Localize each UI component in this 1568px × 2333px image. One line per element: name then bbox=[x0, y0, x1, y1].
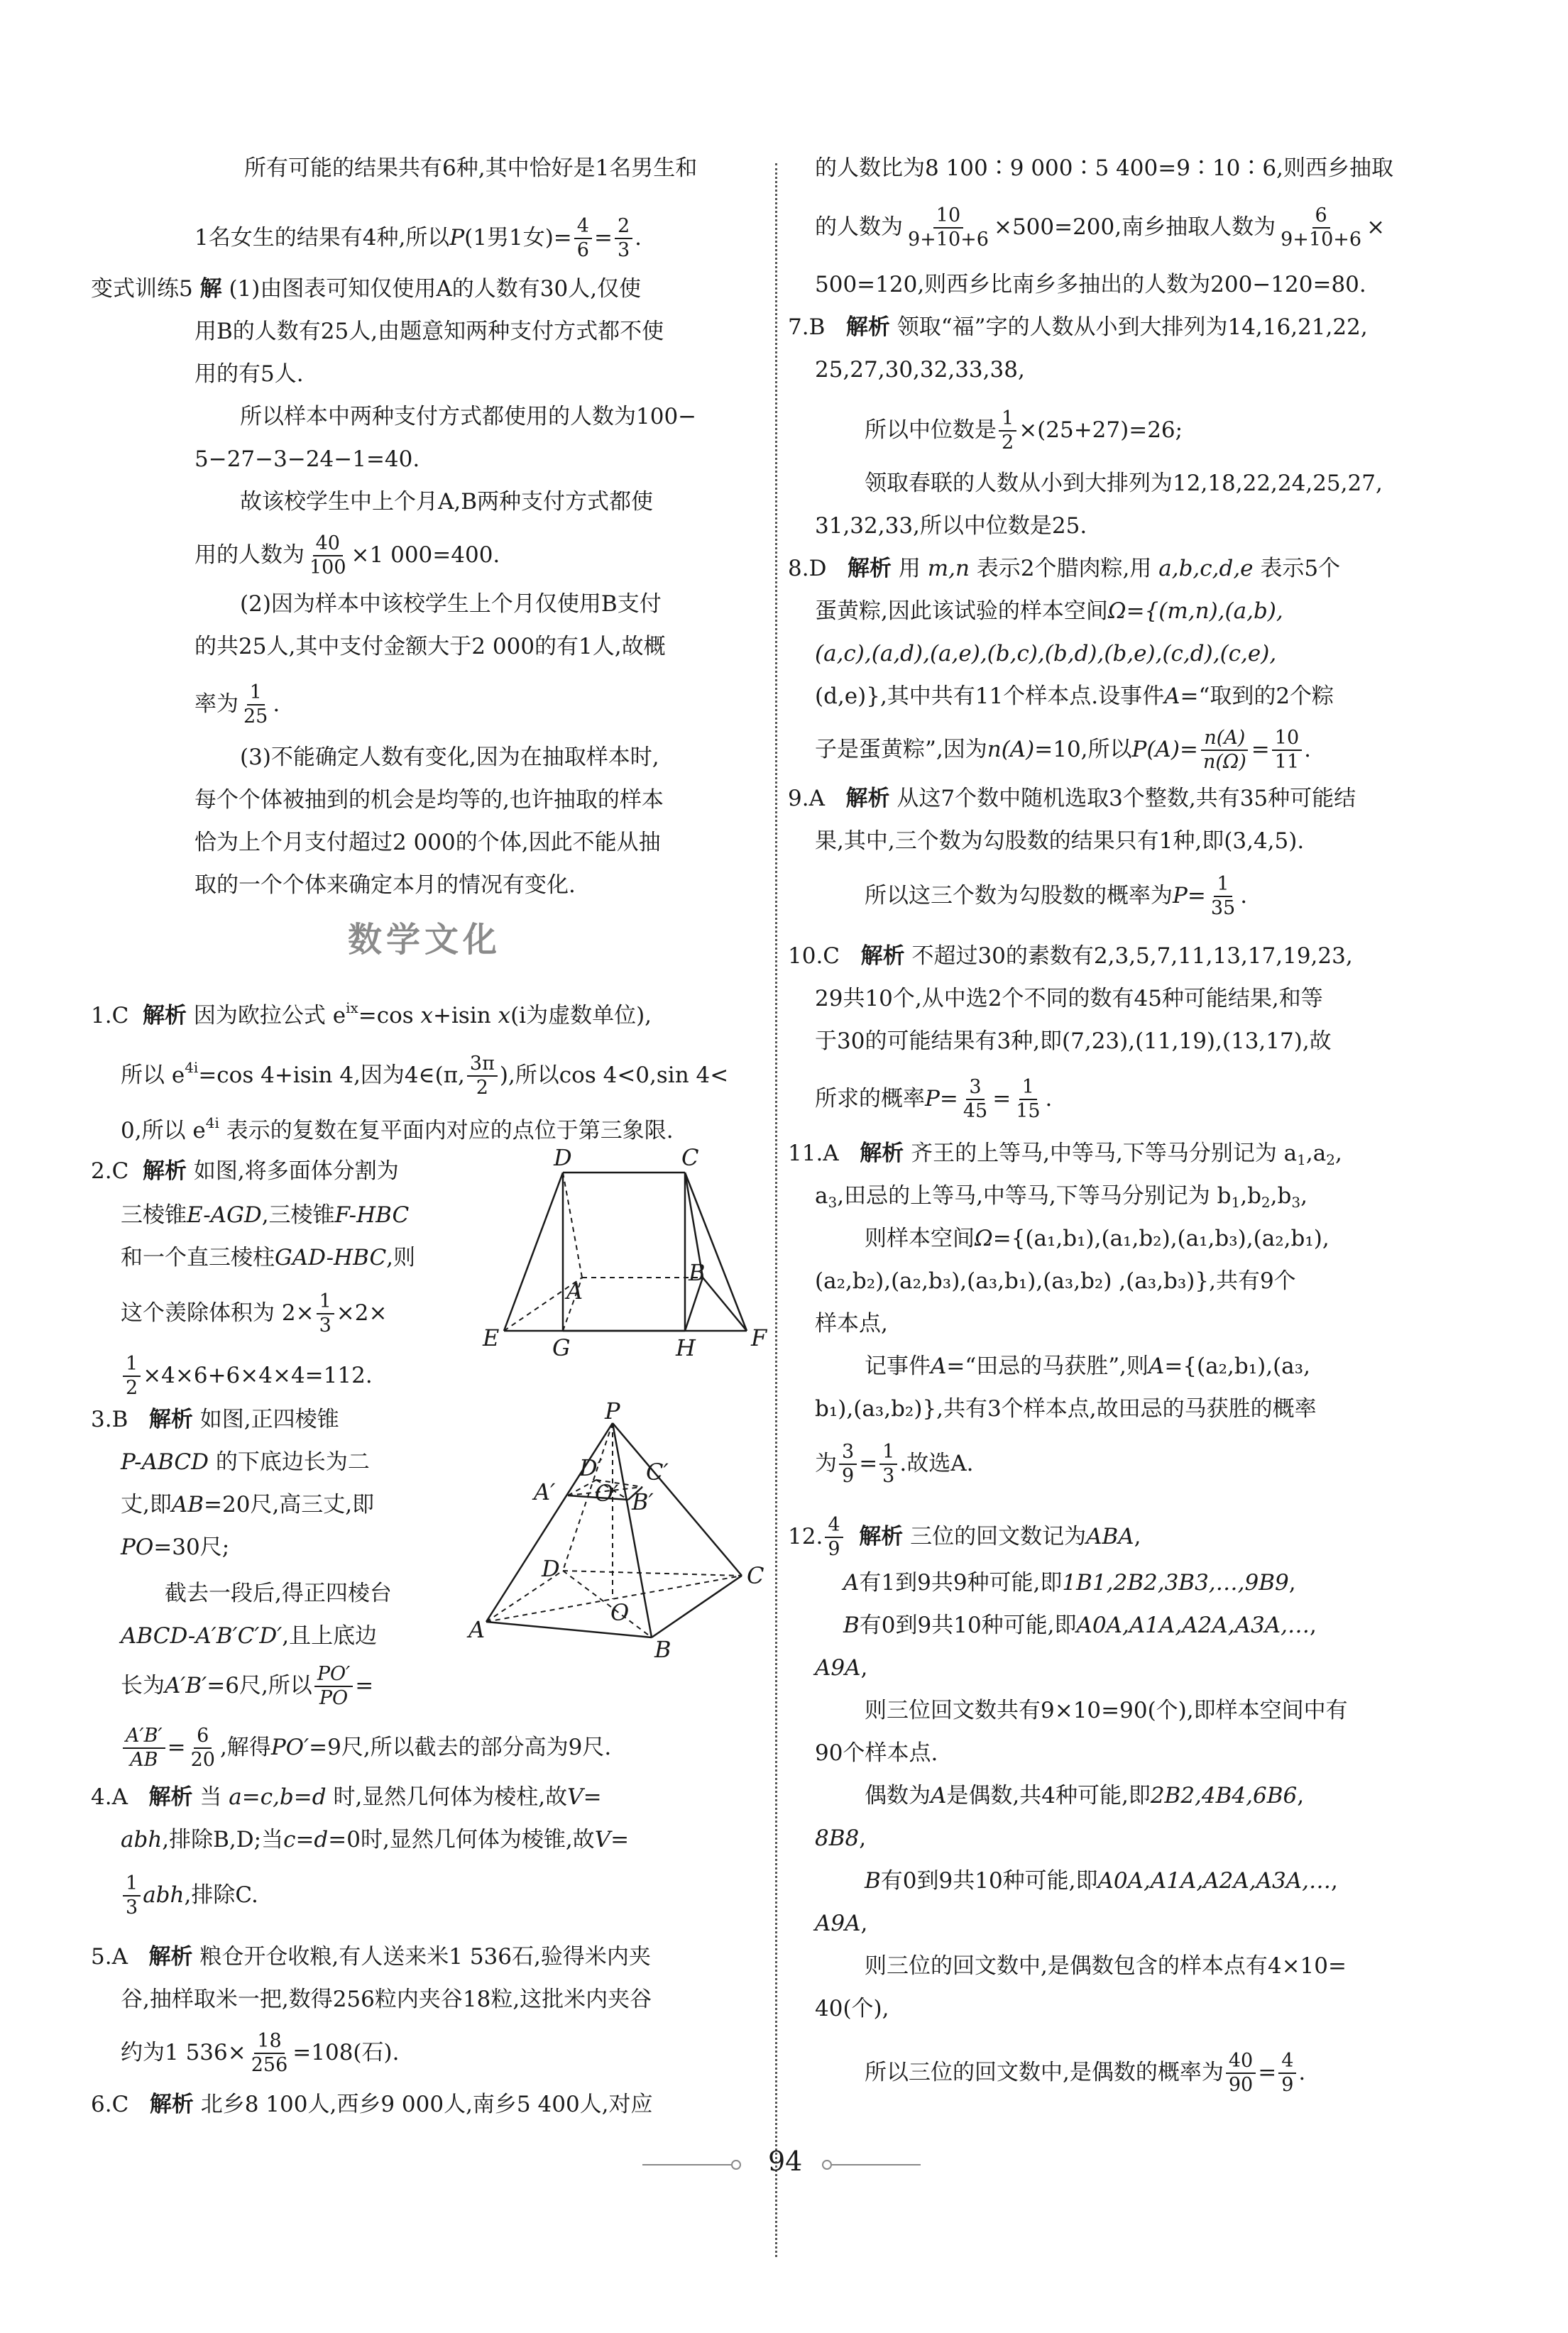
footer-rule-left bbox=[642, 2164, 731, 2165]
text-line: 故该校学生中上个月A,B两种支付方式都使 bbox=[240, 489, 654, 515]
answer-7: 7.B 解析 领取“福”字的人数从小到大排列为14,16,21,22, bbox=[788, 314, 1368, 340]
vertex-label: C′ bbox=[646, 1459, 669, 1486]
text-line: ABCD-A′B′C′D′,且上底边 bbox=[121, 1623, 378, 1649]
text-line: 用B的人数有25人,由题意知两种支付方式都不使 bbox=[194, 319, 664, 344]
text-line: A有1到9共9种可能,即1B1,2B2,3B3,…,9B9, bbox=[843, 1570, 1296, 1596]
text-line: 于30的可能结果有3种,即(7,23),(11,19),(13,17),故 bbox=[815, 1028, 1332, 1054]
vertex-label: A bbox=[468, 1616, 486, 1643]
text-line: B有0到9共10种可能,即A0A,A1A,A2A,A3A,…, bbox=[843, 1613, 1317, 1638]
text-line: 则三位的回文数中,是偶数包含的样本点有4×10= bbox=[865, 1953, 1347, 1979]
text-line: 三棱锥E-AGD,三棱锥F-HBC bbox=[121, 1202, 410, 1228]
vertex-label: E bbox=[483, 1324, 500, 1351]
text-line: (a₂,b₂),(a₂,b₃),(a₃,b₁),(a₃,b₂) ,(a₃,b₃)},共有9个 bbox=[815, 1268, 1296, 1294]
answer-12: 12. $\frac{4}{9}$ 解析 三位的回文数记为ABA, bbox=[788, 1514, 1141, 1561]
text-line: 5−27−3−24−1=40. bbox=[194, 446, 420, 472]
text-line: 约为1 536× $\frac{18}{256}$ =108(石). bbox=[121, 2030, 400, 2077]
text-line: 为 $\frac{3}{9}$ = $\frac{1}{3}$ .故选A. bbox=[815, 1441, 974, 1488]
text-line: 截去一段后,得正四棱台 bbox=[165, 1581, 392, 1606]
text-line: 丈,即AB=20尺,高三丈,即 bbox=[121, 1492, 375, 1517]
vertex-label: C bbox=[681, 1144, 699, 1171]
right-column bbox=[781, 0, 1568, 2333]
vertex-label: O′ bbox=[595, 1480, 619, 1507]
text-line: 用的人数为 $\frac{40}{100}$ ×1 000=400. bbox=[194, 532, 500, 579]
text-line: 每个个体被抽到的机会是均等的,也许抽取的样本 bbox=[194, 787, 664, 813]
text-line: $\frac{1}{2}$ ×4×6+6×4×4=112. bbox=[121, 1354, 373, 1399]
text-line: 变式训练5 解 (1)由图表可知仅使用A的人数有30人,仅使 bbox=[91, 276, 642, 302]
text-line: 领取春联的人数从小到大排列为12,18,22,24,25,27, bbox=[865, 471, 1383, 496]
vertex-label: C bbox=[747, 1562, 764, 1589]
vertex-label: B bbox=[689, 1259, 706, 1286]
text-line: B有0到9共10种可能,即A0A,A1A,A2A,A3A,…, bbox=[865, 1868, 1338, 1894]
vertex-label: D bbox=[554, 1144, 572, 1171]
column-divider bbox=[775, 163, 777, 2257]
page-number: 94 bbox=[768, 2146, 803, 2177]
answer-10: 10.C 解析 不超过30的素数有2,3,5,7,11,13,17,19,23, bbox=[788, 943, 1353, 969]
text-line: b₁),(a₃,b₂)},共有3个样本点,故田忌的马获胜的概率 bbox=[815, 1396, 1317, 1422]
text-line: 500=120,则西乡比南乡多抽出的人数为200−120=80. bbox=[815, 272, 1366, 297]
text-line: P-ABCD 的下底边长为二 bbox=[121, 1449, 370, 1475]
text-line: (2)因为样本中该校学生上个月仅使用B支付 bbox=[240, 591, 662, 617]
answer-9: 9.A 解析 从这7个数中随机选取3个整数,共有35种可能结 bbox=[788, 786, 1356, 811]
answer-4: 4.A 解析 当 a=c,b=d 时,显然几何体为棱柱,故V= bbox=[91, 1784, 602, 1810]
text-line: 样本点, bbox=[815, 1311, 888, 1336]
vertex-label: D bbox=[542, 1555, 560, 1582]
text-line: 25,27,30,32,33,38, bbox=[815, 357, 1025, 383]
text-line: (d,e)},其中共有11个样本点.设事件A=“取到的2个粽 bbox=[815, 684, 1334, 709]
text-line: 31,32,33,所以中位数是25. bbox=[815, 513, 1087, 539]
vertex-label: D′ bbox=[579, 1454, 603, 1481]
text-line: 所以 $e^{4i}=\cos$ 4+isin 4,因为4∈(π, $\frac{3\pi}{2}$ ),所以cos 4<0,sin 4< bbox=[121, 1053, 729, 1099]
text-line: 长为A′B′=6尺,所以 $\frac{PO'}{PO}$ = bbox=[121, 1663, 374, 1710]
text-line: $a_3$,田忌的上等马,中等马,下等马分别记为 $b_1,b_2,b_3$, bbox=[815, 1183, 1307, 1211]
text-line: 所以三位的回文数中,是偶数的概率为 $\frac{40}{90}$ = $\frac{4}{9}$ . bbox=[865, 2050, 1306, 2097]
vertex-label: B′ bbox=[632, 1488, 654, 1515]
answer-8: 8.D 解析 用 m,n 表示2个腊肉粽,用 a,b,c,d,e 表示5个 bbox=[788, 556, 1341, 581]
text-line: 40(个), bbox=[815, 1996, 889, 2021]
text-line: 所以中位数是 $\frac{1}{2}$ ×(25+27)=26; bbox=[865, 407, 1183, 454]
text-line: 则样本空间Ω={(a₁,b₁),(a₁,b₂),(a₁,b₃),(a₂,b₁), bbox=[865, 1226, 1329, 1251]
answer-2: 2.C 解析 如图,将多面体分割为 bbox=[91, 1158, 399, 1184]
vertex-label: P bbox=[605, 1398, 620, 1424]
text-line: abh,排除B,D;当c=d=0时,显然几何体为棱锥,故V= bbox=[121, 1827, 630, 1852]
text-line: 1名女生的结果有4种,所以P(1男1女)= $\frac{4}{6}$ = $\frac{2}{3}$ . bbox=[194, 215, 642, 262]
text-line: $\frac{1}{3}$ abh,排除C. bbox=[121, 1874, 258, 1918]
text-line: 谷,抽样取米一把,数得256粒内夹谷18粒,这批米内夹谷 bbox=[121, 1987, 652, 2012]
answer-3: 3.B 解析 如图,正四棱锥 bbox=[91, 1407, 339, 1432]
text-line: 所求的概率P= $\frac{3}{45}$ = $\frac{1}{15}$ . bbox=[815, 1076, 1053, 1123]
text-line: (3)不能确定人数有变化,因为在抽取样本时, bbox=[240, 745, 659, 770]
text-line: 恰为上个月支付超过2 000的个体,因此不能从抽 bbox=[194, 830, 661, 855]
answer-6: 6.C 解析 北乡8 100人,西乡9 000人,南乡5 400人,对应 bbox=[91, 2092, 653, 2117]
polyhedron-figure bbox=[483, 1143, 767, 1361]
text-line: (a,c),(a,d),(a,e),(b,c),(b,d),(b,e),(c,d),(c,e), bbox=[815, 641, 1277, 666]
answer-1: 1.C 解析 因为欧拉公式 $e^{ix}=\cos$ x+isin x(i为虚数单位), bbox=[91, 999, 652, 1028]
footer-rule-right bbox=[832, 2164, 921, 2165]
text-line: A9A, bbox=[815, 1655, 868, 1681]
text-line: 子是蛋黄粽”,因为n(A)=10,所以P(A)= $\frac{n(A)}{n(\Omega)}$ = $\frac{10}{11}$ . bbox=[815, 727, 1311, 774]
text-line: 率为 $\frac{1}{25}$ . bbox=[194, 681, 280, 728]
text-line: 所以这三个数为勾股数的概率为P= $\frac{1}{35}$ . bbox=[865, 873, 1248, 920]
text-line: 取的一个个体来确定本月的情况有变化. bbox=[194, 872, 576, 898]
text-line: 蛋黄粽,因此该试验的样本空间Ω={(m,n),(a,b), bbox=[815, 598, 1283, 624]
left-column bbox=[0, 0, 781, 2333]
vertex-label: A′ bbox=[534, 1478, 556, 1505]
vertex-label: F bbox=[751, 1324, 767, 1351]
footer-ornament-right bbox=[822, 2160, 832, 2170]
answer-11: 11.A 解析 齐王的上等马,中等马,下等马分别记为 $a_1,a_2$, bbox=[788, 1141, 1342, 1168]
text-line: 偶数为A是偶数,共4种可能,即2B2,4B4,6B6, bbox=[865, 1783, 1305, 1808]
section-title: 数学文化 bbox=[348, 920, 502, 960]
text-line: 8B8, bbox=[815, 1826, 867, 1851]
text-line: 记事件A=“田忌的马获胜”,则A={(a₂,b₁),(a₃, bbox=[865, 1354, 1310, 1379]
footer-ornament-left bbox=[731, 2160, 741, 2170]
text-line: 用的有5人. bbox=[194, 361, 304, 387]
vertex-label: H bbox=[676, 1334, 696, 1361]
text-line: 29共10个,从中选2个不同的数有45种可能结果,和等 bbox=[815, 986, 1323, 1011]
text-line: 这个羡除体积为 2× $\frac{1}{3}$ ×2× bbox=[121, 1290, 388, 1337]
text-line: 则三位回文数共有9×10=90(个),即样本空间中有 bbox=[865, 1698, 1348, 1723]
text-line: 的人数为 $\frac{10}{9+10+6}$ ×500=200,南乡抽取人数为 $\frac{6}{9+10+6}$ × bbox=[815, 204, 1386, 251]
text-line: 90个样本点. bbox=[815, 1740, 938, 1766]
text-line: 所有可能的结果共有6种,其中恰好是1名男生和 bbox=[244, 155, 698, 181]
vertex-label: B bbox=[654, 1636, 671, 1663]
text-line: PO=30尺; bbox=[121, 1535, 230, 1560]
vertex-label: O bbox=[610, 1599, 630, 1626]
vertex-label: A bbox=[566, 1278, 583, 1305]
text-line: $\frac{A'B'}{AB}$ = $\frac{6}{20}$ ,解得PO′=9尺,所以截去的部分高为9尺. bbox=[121, 1726, 611, 1771]
text-line: 果,其中,三个数为勾股数的结果只有1种,即(3,4,5). bbox=[815, 828, 1305, 854]
pyramid-figure bbox=[468, 1398, 774, 1664]
vertex-label: G bbox=[552, 1334, 571, 1361]
text-line: 所以样本中两种支付方式都使用的人数为100− bbox=[240, 404, 697, 429]
page-footer bbox=[0, 2142, 1568, 2185]
text-line: 的人数比为8 100∶9 000∶5 400=9∶10∶6,则西乡抽取 bbox=[815, 155, 1393, 181]
text-line: 0,所以 $e^{4i}$ 表示的复数在复平面内对应的点位于第三象限. bbox=[121, 1114, 674, 1143]
text-line: 的共25人,其中支付金额大于2 000的有1人,故概 bbox=[194, 634, 666, 659]
text-line: 和一个直三棱柱GAD-HBC,则 bbox=[121, 1245, 416, 1270]
answer-5: 5.A 解析 粮仓开仓收粮,有人送来米1 536石,验得米内夹 bbox=[91, 1944, 651, 1970]
text-line: A9A, bbox=[815, 1911, 868, 1936]
